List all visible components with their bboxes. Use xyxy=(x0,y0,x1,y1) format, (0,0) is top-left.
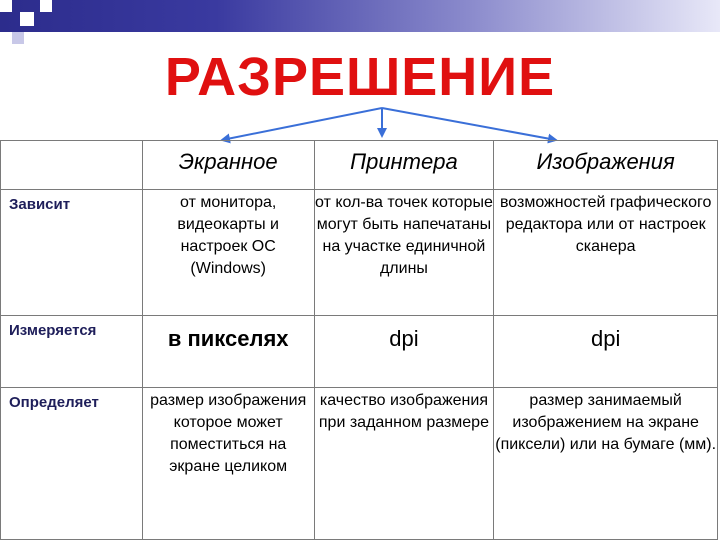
column-header-image: Изображения xyxy=(494,141,718,190)
table-header-row xyxy=(1,141,718,190)
table-cell: dpi xyxy=(314,316,494,388)
arrow-right xyxy=(382,108,556,140)
page-title: РАЗРЕШЕНИЕ xyxy=(164,47,556,107)
table-cell: возможностей графического редактора или от настроек сканера xyxy=(494,190,718,316)
table-cell: качество изображения при заданном размере xyxy=(314,388,494,540)
column-header-printer: Принтера xyxy=(314,141,494,190)
table-row xyxy=(1,388,718,540)
resolution-table xyxy=(0,140,718,540)
row-label-determines: Определяет xyxy=(1,388,143,540)
table-row xyxy=(1,316,718,388)
column-header-screen: Экранное xyxy=(142,141,314,190)
row-label-depends: Зависит xyxy=(1,190,143,316)
corner-cell xyxy=(1,141,143,190)
table-cell: размер изображения которое может поместиться на экране целиком xyxy=(142,388,314,540)
table-cell: в пикселях xyxy=(142,316,314,388)
table-cell: размер занимаемый изображением на экране (пиксели) или на бумаге (мм). xyxy=(494,388,718,540)
table-cell: от монитора, видеокарты и настроек ОС (Windows) xyxy=(142,190,314,316)
table-cell: dpi xyxy=(494,316,718,388)
arrow-left xyxy=(222,108,382,140)
table-row xyxy=(1,190,718,316)
row-label-measured: Измеряется xyxy=(1,316,143,388)
table-cell: от кол-ва точек которые могут быть напечатаны на участке единичной длины xyxy=(314,190,494,316)
arrows-diagram xyxy=(0,0,720,160)
